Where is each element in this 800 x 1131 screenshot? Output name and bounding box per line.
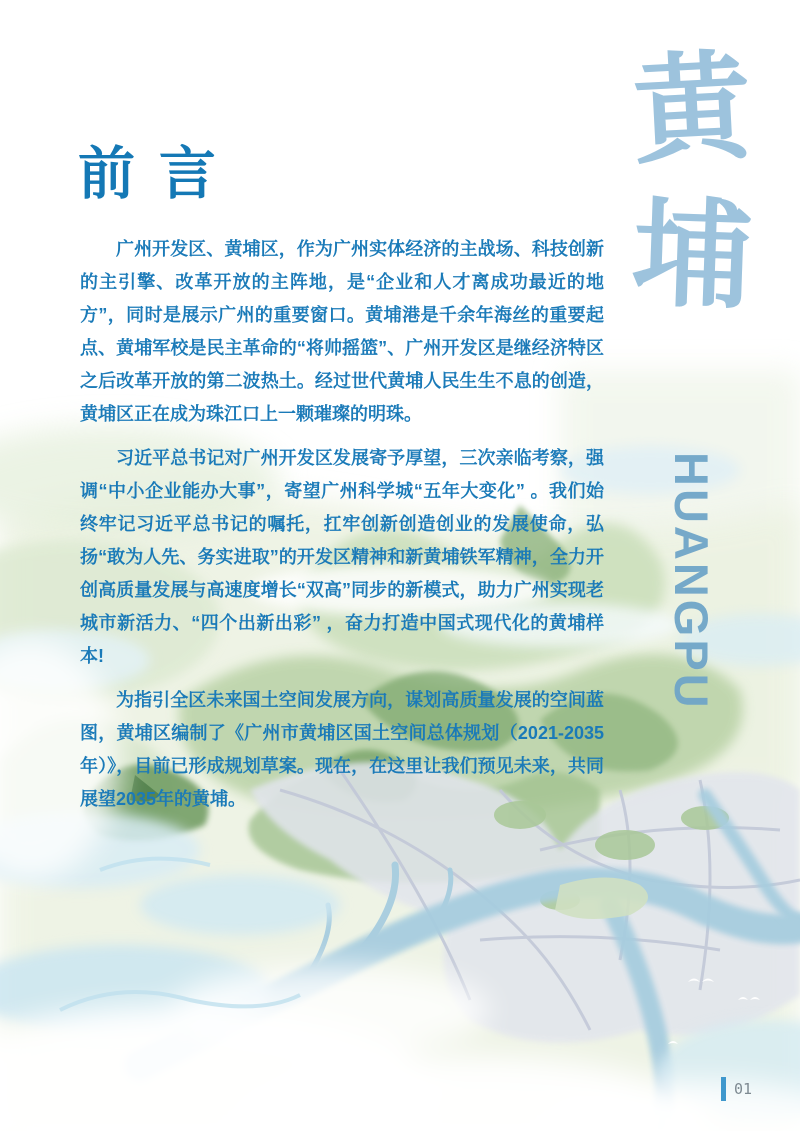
page-title: 前 言 [78,142,220,206]
calligraphy-char-pu: 埔 [630,182,754,326]
paragraph-1: 广州开发区、黄埔区，作为广州实体经济的主战场、科技创新的主引擎、改革开放的主阵地，是“企业和人才离成功最近的地方”，同时是展示广州的重要窗口。黄埔港是千余年海丝的重要起点、黄埔军校是民主革命的“将帅摇篮”、广州开发区是继经济特区之后改革开放的第二波热土。经过世代黄埔人民生生不息的创造，黄埔区正在成为珠江口上一颗璀璨的明珠。 [80,239,604,424]
huangpu-vertical-label: HUANGPU [665,452,718,711]
calligraphy-huangpu [624,36,760,326]
footer-accent-bar [721,1077,726,1101]
preface-body [80,233,604,827]
paragraph-3: 为指引全区未来国土空间发展方向，谋划高质量发展的空间蓝图，黄埔区编制了《广州市黄埔区国土空间总体规划（2021-2035年）》，目前已形成规划草案。现在，在这里让我们预见未来，共同展望2035年的黄埔。 [80,690,604,809]
page-number: 01 [734,1080,753,1098]
paragraph-2: 习近平总书记对广州开发区发展寄予厚望，三次亲临考察，强调“中小企业能办大事”，寄望广州科学城“五年大变化” 。我们始终牢记习近平总书记的嘱托，扛牢创新创造创业的发展使命，弘扬“敢为人先、务实进取”的开发区精神和新黄埔铁军精神，全力开创高质量发展与高速度增长“双高”同步的新模式，助力广州实现老城市新活力、“四个出新出彩” ，奋力打造中国式现代化的黄埔样本! [80,448,604,666]
calligraphy-char-huang: 黄 [629,36,755,181]
